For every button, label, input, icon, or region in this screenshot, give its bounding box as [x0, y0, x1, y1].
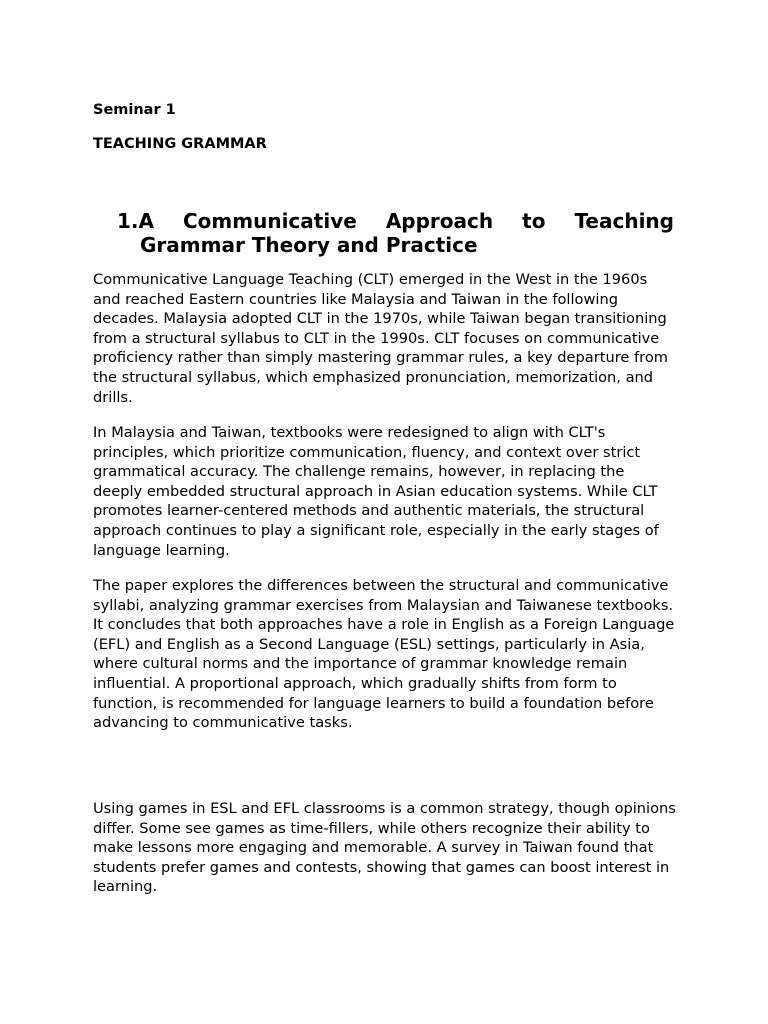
heading-line-1	[117, 210, 674, 234]
heading-line-1-text: A Communicative Approach to Teaching	[138, 209, 674, 233]
heading-line-2: Grammar Theory and Practice	[140, 232, 478, 257]
paragraph-clt-origins: Communicative Language Teaching (CLT) emerged in the West in the 1960s and reached Eastern countries like Malaysia and Taiwan in the following decades. Malaysia adopted CLT in the 1970s, while Taiwan began transitioning from a structural syllabus to CLT in the 1990s. CLT focuses on communicative proficiency rather than simply mastering grammar rules, a key departure from the structural syllabus, which emphasized pronunciation, memorization, and drills.	[93, 271, 668, 406]
section-heading	[117, 210, 674, 257]
paragraph-syllabi-comparison: The paper explores the differences between the structural and communicative syllabi, analyzing grammar exercises from Malaysian and Taiwanese textbooks. It concludes that both approaches have a role in English as a Foreign Language (EFL) and English as a Second Language (ESL) settings, particularly in Asia, where cultural norms and the importance of grammar knowledge remain influential. A proportional approach, which gradually shifts from form to function, is recommended for language learners to build a foundation before advancing to communicative tasks.	[93, 577, 675, 732]
section-label: TEACHING GRAMMAR	[93, 136, 267, 152]
paragraph-games: Using games in ESL and EFL classrooms is a common strategy, though opinions differ. Some see games as time-fillers, while others recognize their ability to make lessons more engaging and memorable. A survey in Taiwan found that students prefer games and contests, showing that games can boost interest in learning.	[93, 800, 676, 896]
heading-number: 1.	[117, 209, 139, 233]
seminar-label: Seminar 1	[93, 102, 176, 118]
paragraph-textbooks: In Malaysia and Taiwan, textbooks were redesigned to align with CLT's principles, which prioritize communication, fluency, and context over strict grammatical accuracy. The challenge remains, however, in replacing the deeply embedded structural approach in Asian education systems. While CLT promotes learner-centered methods and authentic materials, the structural approach continues to play a significant role, especially in the early stages of language learning.	[93, 424, 659, 559]
